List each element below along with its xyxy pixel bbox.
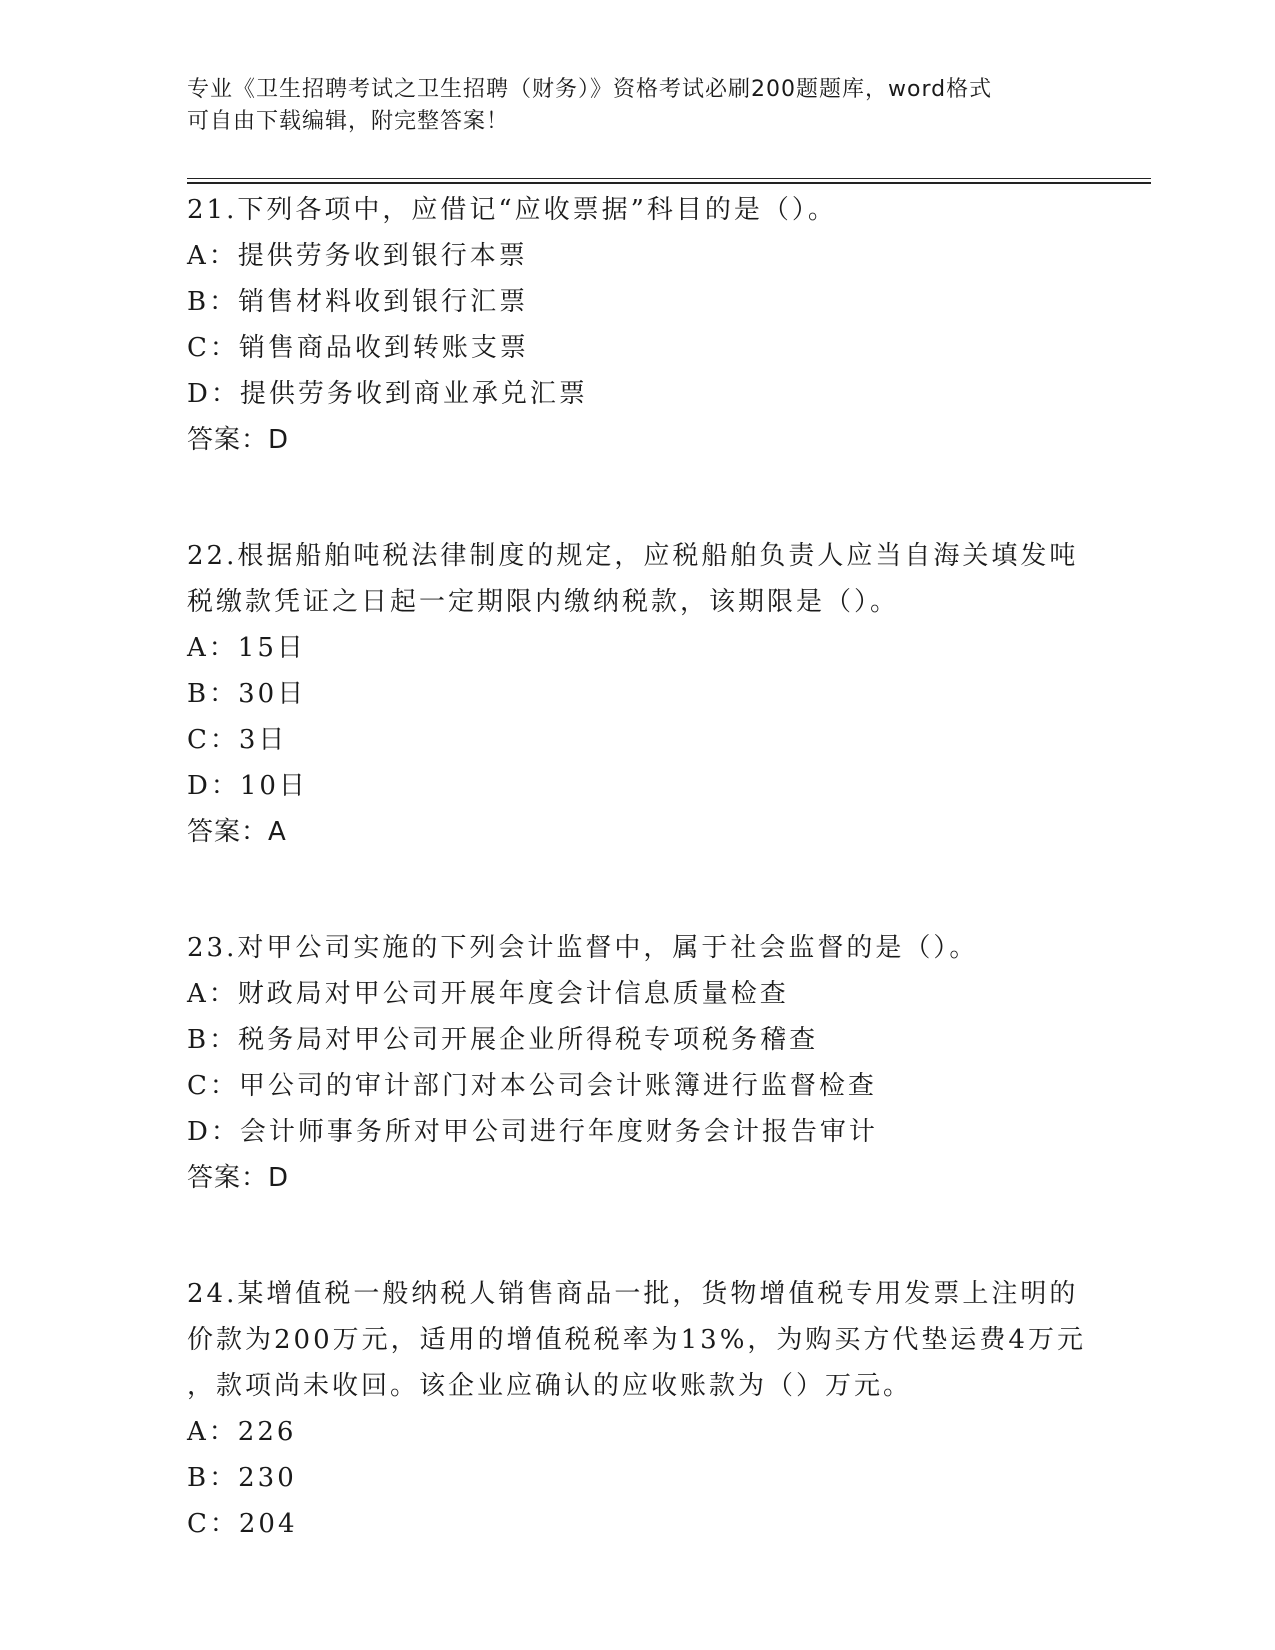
question-stem-continued: ，款项尚未收回。该企业应确认的应收账款为（）万元。 xyxy=(187,1371,913,1401)
option-c: C：204 xyxy=(187,1509,298,1539)
option-c: C：销售商品收到转账支票 xyxy=(187,333,529,363)
option-b: B：税务局对甲公司开展企业所得税专项税务稽查 xyxy=(187,1025,819,1055)
question-stem: 21.下列各项中，应借记“应收票据”科目的是（）。 xyxy=(187,195,837,225)
question-22 xyxy=(187,533,1087,855)
question-list xyxy=(187,187,1087,1547)
option-b: B：销售材料收到银行汇票 xyxy=(187,287,529,317)
option-b: B：30日 xyxy=(187,679,307,709)
option-a: A：提供劳务收到银行本票 xyxy=(187,241,528,271)
option-c: C：3日 xyxy=(187,725,288,755)
answer: 答案：D xyxy=(187,425,290,455)
question-stem: 22.根据船舶吨税法律制度的规定，应税船舶负责人应当自海关填发吨 xyxy=(187,541,1079,571)
question-stem-continued: 价款为200万元，适用的增值税税率为13%，为购买方代垫运费4万元 xyxy=(187,1325,1086,1355)
option-c: C：甲公司的审计部门对本公司会计账簿进行监督检查 xyxy=(187,1071,877,1101)
question-21 xyxy=(187,187,1087,463)
option-d: D：10日 xyxy=(187,771,308,801)
question-spacer xyxy=(187,1201,1087,1271)
option-a: A：财政局对甲公司开展年度会计信息质量检查 xyxy=(187,979,789,1009)
option-a: A：15日 xyxy=(187,633,306,663)
question-spacer xyxy=(187,463,1087,533)
question-stem: 23.对甲公司实施的下列会计监督中，属于社会监督的是（）。 xyxy=(187,933,979,963)
option-d: D：提供劳务收到商业承兑汇票 xyxy=(187,379,588,409)
document-header xyxy=(187,74,1087,138)
question-23 xyxy=(187,925,1087,1201)
header-divider-thick xyxy=(187,182,1151,184)
option-a: A：226 xyxy=(187,1417,297,1447)
answer: 答案：D xyxy=(187,1163,290,1193)
option-d: D：会计师事务所对甲公司进行年度财务会计报告审计 xyxy=(187,1117,878,1147)
question-stem-continued: 税缴款凭证之日起一定期限内缴纳税款，该期限是（）。 xyxy=(187,587,900,617)
header-line-2: 可自由下载编辑，附完整答案！ xyxy=(187,109,510,134)
option-b: B：230 xyxy=(187,1463,297,1493)
question-stem: 24.某增值税一般纳税人销售商品一批，货物增值税专用发票上注明的 xyxy=(187,1279,1079,1309)
question-spacer xyxy=(187,855,1087,925)
header-line-1: 专业《卫生招聘考试之卫生招聘（财务）》资格考试必刷200题题库，word格式 xyxy=(187,77,993,102)
header-divider-thin xyxy=(187,178,1151,179)
question-24 xyxy=(187,1271,1087,1547)
answer: 答案：A xyxy=(187,817,287,847)
